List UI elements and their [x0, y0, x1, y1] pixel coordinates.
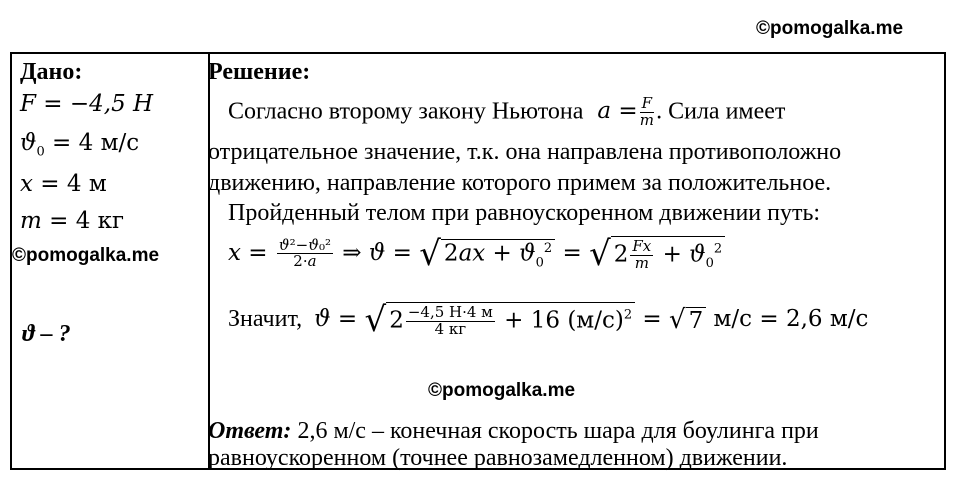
watermark-bottom: ©pomogalka.me: [428, 380, 576, 401]
solution-paragraph-1: [228, 96, 785, 129]
answer-label: Ответ:: [208, 418, 292, 444]
solution-paragraph-1-line-3: движению, направление которого примем за положительное.: [208, 170, 832, 196]
given-force: F = −4,5 H: [20, 91, 154, 117]
given-unknown: ϑ – ?: [22, 321, 71, 347]
p1-end: . Сила имеет: [656, 98, 786, 125]
solution-paragraph-1-line-2: отрицательное значение, т.к. она направлена противоположно: [208, 139, 842, 165]
watermark-top: ©pomogalka.me: [756, 18, 904, 39]
solution-title: Решение:: [208, 59, 311, 85]
answer-line-2: равноускоренном (точнее равнозамедленном) движении.: [208, 445, 788, 471]
formula2-label: Значит,: [228, 305, 303, 332]
answer-text: 2,6 м/с – конечная скорость шара для боулинга при: [297, 418, 819, 444]
given-title: Дано:: [20, 59, 83, 85]
given-mass: m = 4 кг: [20, 208, 125, 234]
solution-paragraph-2: Пройденный телом при равноускоренном движении путь:: [228, 200, 821, 226]
formula-distance: x = $\frac{\text{ϑ²−ϑ₀²}}{2\cdot a}$ ⇒ ϑ = √ $2ax + ϑ_0^2$ = √ 2 $\frac{Fx}{m}$ + $ϑ_0^2$: [228, 236, 725, 272]
column-divider: [208, 54, 210, 468]
answer-line-1: [208, 419, 819, 443]
watermark-left: ©pomogalka.me: [12, 245, 160, 266]
given-velocity: $ϑ_0 = 4$ м/с: [20, 130, 140, 160]
p1-start: Согласно второму закону Ньютона: [228, 98, 584, 125]
given-distance: x = 4 м: [20, 171, 107, 197]
newton-law-formula: a = $\frac{F}{m}$: [597, 94, 654, 129]
formula-result: Значит, ϑ = √ 2 $\frac{-4,5 Н\cdot 4 м}{4 кг}$ + 16 $(м/с)^2$ = √ 7 м/с = 2,6 м/с: [228, 299, 869, 340]
